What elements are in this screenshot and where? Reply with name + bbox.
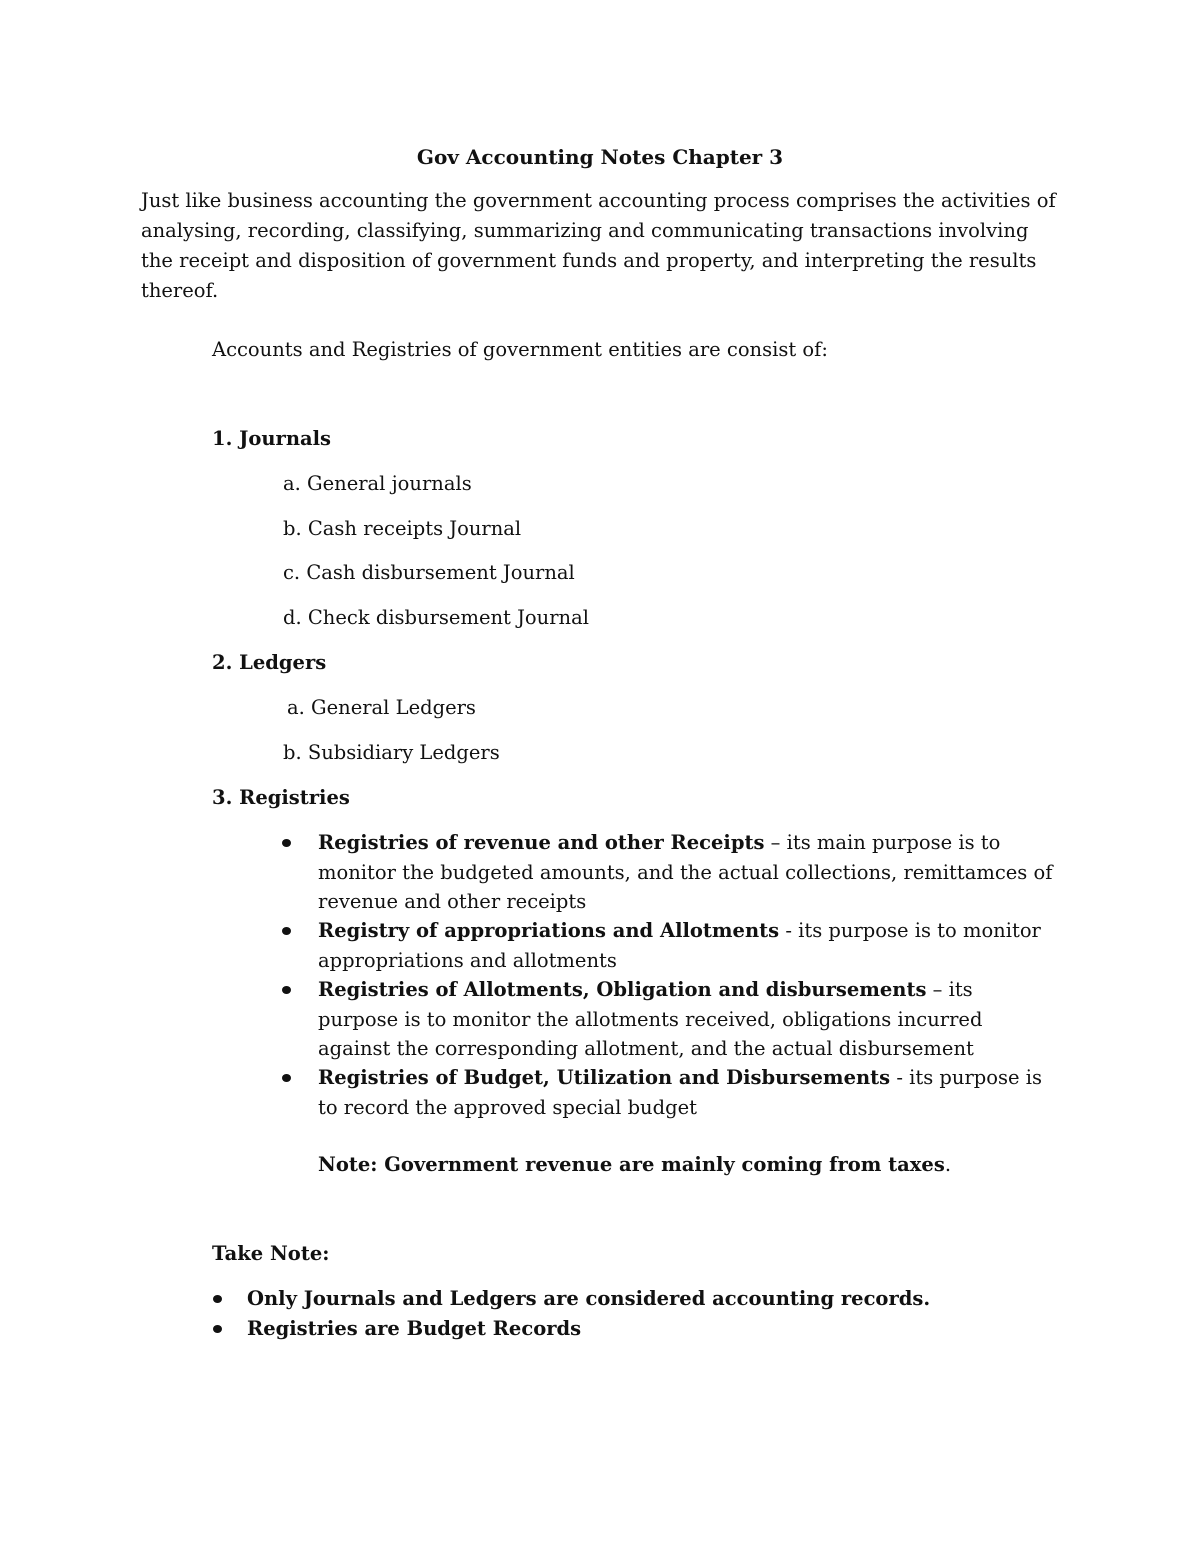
journal-item: a. General journals xyxy=(283,472,472,495)
registry-term: Registries of Allotments, Obligation and disbursements xyxy=(318,978,927,1001)
registry-separator: – xyxy=(926,978,949,1001)
journal-item: b. Cash receipts Journal xyxy=(283,517,522,540)
bullet-icon xyxy=(282,839,291,847)
consist-line: Accounts and Registries of government entities are consist of: xyxy=(212,338,828,361)
section-heading-registries: 3. Registries xyxy=(212,786,350,809)
bullet-icon xyxy=(282,986,291,994)
section-heading-ledgers: 2. Ledgers xyxy=(212,651,327,674)
journal-item: c. Cash disbursement Journal xyxy=(283,561,575,584)
journal-item: d. Check disbursement Journal xyxy=(283,606,589,629)
registry-term: Registry of appropriations and Allotments xyxy=(318,919,780,942)
ledger-item: b. Subsidiary Ledgers xyxy=(283,741,500,764)
revenue-note xyxy=(318,1150,951,1180)
bullet-icon xyxy=(282,927,291,935)
registry-item xyxy=(318,828,1058,917)
take-note-item xyxy=(247,1314,581,1344)
intro-paragraph: Just like business accounting the government accounting process comprises the activities of analysing, recording, classifying, summarizing and communicating transactions involving the receipt and disposition of government funds and property, and interpreting the results thereof. xyxy=(141,189,1056,302)
bullet-icon xyxy=(213,1325,222,1333)
registry-separator: - xyxy=(779,919,799,942)
registry-description: its main purpose is to monitor the budgeted amounts, and the actual collections, remittamces of revenue and other receipts xyxy=(318,831,1053,913)
revenue-note-text: Note: Government revenue are mainly coming from taxes xyxy=(318,1153,945,1176)
registry-description: its purpose is to monitor the allotments received, obligations incurred against the corresponding allotment, and the actual disbursement xyxy=(318,978,983,1060)
registry-item xyxy=(318,975,1058,1064)
registry-separator: – xyxy=(764,831,787,854)
registry-term: Registries of Budget, Utilization and Disbursements xyxy=(318,1066,891,1089)
registry-separator: - xyxy=(890,1066,910,1089)
take-note-item xyxy=(247,1284,930,1314)
registry-description: its purpose is to record the approved special budget xyxy=(318,1066,1042,1119)
section-heading-journals: 1. Journals xyxy=(212,427,332,450)
ledger-item: a. General Ledgers xyxy=(287,696,476,719)
registry-description: its purpose is to monitor appropriations and allotments xyxy=(318,919,1041,972)
revenue-note-end: . xyxy=(944,1153,952,1176)
registry-item xyxy=(318,916,1058,975)
bullet-icon xyxy=(282,1074,291,1082)
registry-item xyxy=(318,1063,1058,1122)
registry-term: Registries of revenue and other Receipts xyxy=(318,831,765,854)
page-title: Gov Accounting Notes Chapter 3 xyxy=(416,145,784,169)
bullet-icon xyxy=(213,1295,222,1303)
take-note-text: Only Journals and Ledgers are considered accounting records. xyxy=(247,1287,931,1310)
take-note-heading: Take Note: xyxy=(212,1242,330,1265)
take-note-text: Registries are Budget Records xyxy=(247,1317,582,1340)
